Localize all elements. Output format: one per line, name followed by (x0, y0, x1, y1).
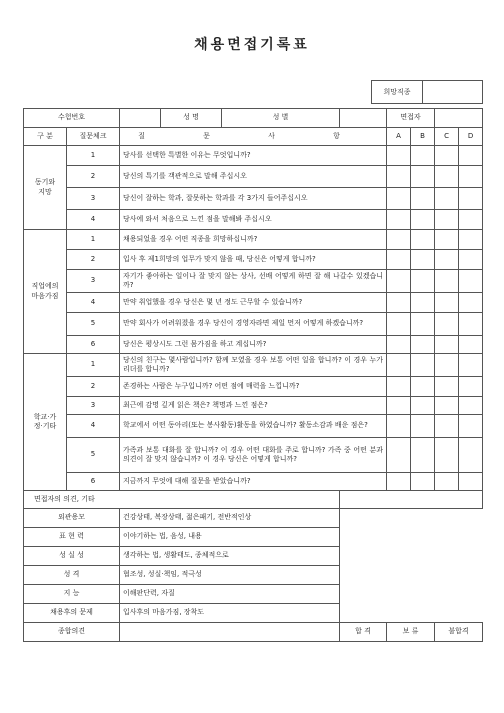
grade-cell[interactable] (459, 313, 483, 336)
grade-cell[interactable] (387, 415, 411, 438)
question-row (24, 397, 483, 415)
grade-cell[interactable] (387, 188, 411, 210)
grade-cell[interactable] (459, 354, 483, 377)
grade-cell[interactable] (411, 250, 435, 270)
evaluation-desc: 입사후의 마음가짐, 장착도 (120, 604, 340, 623)
question-number: 6 (67, 473, 120, 491)
question-row (24, 270, 483, 293)
grade-cell[interactable] (435, 230, 459, 250)
grade-cell[interactable] (387, 210, 411, 230)
grade-cell[interactable] (387, 354, 411, 377)
question-text: 지금까지 무엇에 대해 질문을 받았습니까? (120, 473, 387, 491)
evaluation-blank[interactable] (340, 528, 483, 547)
grade-cell[interactable] (435, 473, 459, 491)
name-label: 성 명 (160, 109, 222, 127)
gender-label: 성 별 (272, 113, 289, 122)
evaluation-blank[interactable] (340, 547, 483, 566)
grade-cell[interactable] (411, 377, 435, 397)
grade-cell[interactable] (459, 188, 483, 210)
evaluation-row (24, 604, 483, 623)
evaluation-blank[interactable] (340, 585, 483, 604)
grade-cell[interactable] (387, 250, 411, 270)
question-number: 3 (67, 397, 120, 415)
question-text: 최근에 감명 깊게 읽은 책은? 책명과 느낀 점은? (120, 397, 387, 415)
question-row (24, 473, 483, 491)
question-row (24, 188, 483, 210)
question-row (24, 354, 483, 377)
interview-record-table (23, 108, 483, 642)
gender-value[interactable] (340, 109, 387, 128)
question-text: 만약 취업했을 경우 당신은 몇 년 정도 근무할 수 있습니까? (120, 293, 387, 313)
evaluation-label: 표 현 력 (24, 528, 120, 547)
question-number: 6 (67, 336, 120, 354)
interviewer-value[interactable] (435, 109, 483, 128)
desired-job-label: 희망직종 (372, 81, 423, 103)
header-row (24, 109, 483, 128)
check-header: 질문체크 (67, 128, 120, 146)
question-number: 5 (67, 438, 120, 473)
grade-d-header: D (459, 128, 483, 146)
grade-cell[interactable] (435, 146, 459, 166)
grade-cell[interactable] (411, 397, 435, 415)
grade-cell[interactable] (411, 473, 435, 491)
question-text: 자기가 좋아하는 일이나 잘 맞지 않는 상사, 선배 어떻게 하면 잘 해 나갈수 있겠습니까? (120, 270, 387, 293)
grade-cell[interactable] (411, 188, 435, 210)
question-row (24, 377, 483, 397)
question-number: 3 (67, 270, 120, 293)
grade-cell[interactable] (411, 438, 435, 473)
grade-cell[interactable] (435, 397, 459, 415)
section-label: 직업에의 마음가짐 (24, 230, 67, 354)
question-number: 1 (67, 146, 120, 166)
question-text: 입사 후 제1희망의 업무가 맞지 않을 때, 당신은 어떻게 합니까? (120, 250, 387, 270)
grade-cell[interactable] (459, 230, 483, 250)
section-label: 학교·가 정·기타 (24, 354, 67, 491)
grade-cell[interactable] (435, 210, 459, 230)
grade-cell[interactable] (387, 230, 411, 250)
question-number: 5 (67, 313, 120, 336)
desired-job-box (371, 80, 483, 104)
grade-a-header: A (387, 128, 411, 146)
grade-cell[interactable] (387, 473, 411, 491)
column-header-row (24, 128, 483, 146)
summary-row (24, 623, 483, 642)
grade-cell[interactable] (459, 166, 483, 188)
grade-cell[interactable] (435, 188, 459, 210)
grade-cell[interactable] (435, 250, 459, 270)
grade-cell[interactable] (411, 270, 435, 293)
grade-cell[interactable] (459, 397, 483, 415)
grade-b-header: B (411, 128, 435, 146)
exam-number-value[interactable] (120, 109, 160, 127)
grade-cell[interactable] (459, 293, 483, 313)
question-row (24, 438, 483, 473)
exam-number-label: 수험번호 (24, 109, 120, 128)
question-row (24, 293, 483, 313)
opinion-blank[interactable] (340, 491, 483, 509)
grade-cell[interactable] (459, 336, 483, 354)
grade-cell[interactable] (459, 146, 483, 166)
evaluation-row (24, 585, 483, 604)
section-label: 동기와 지망 (24, 146, 67, 230)
question-number: 4 (67, 293, 120, 313)
opinion-title: 면접자의 의견, 기타 (24, 491, 340, 509)
grade-cell[interactable] (411, 166, 435, 188)
question-text: 당신은 평상시도 그런 몸가짐을 하고 계십니까? (120, 336, 387, 354)
grade-cell[interactable] (411, 293, 435, 313)
evaluation-desc: 생각하는 법, 생활태도, 종체적으로 (120, 547, 340, 566)
grade-cell[interactable] (459, 473, 483, 491)
grade-cell[interactable] (435, 415, 459, 438)
question-number: 2 (67, 250, 120, 270)
question-number: 3 (67, 188, 120, 210)
grade-cell[interactable] (435, 270, 459, 293)
grade-cell[interactable] (387, 397, 411, 415)
evaluation-row (24, 509, 483, 528)
grade-cell[interactable] (459, 377, 483, 397)
grade-cell[interactable] (411, 230, 435, 250)
grade-cell[interactable] (459, 250, 483, 270)
hold-option[interactable]: 보 류 (387, 623, 435, 642)
evaluation-row (24, 566, 483, 585)
grade-cell[interactable] (387, 377, 411, 397)
evaluation-desc: 건강상태, 복장상태, 젊은패기, 전반적인상 (120, 509, 340, 528)
grade-cell[interactable] (387, 438, 411, 473)
grade-cell[interactable] (459, 415, 483, 438)
evaluation-label: 채용후의 문제 (24, 604, 120, 623)
grade-cell[interactable] (435, 166, 459, 188)
evaluation-label: 성 실 성 (24, 547, 120, 566)
page-title: 채용면접기록표 (194, 37, 310, 53)
question-text: 가족과 보통 대화를 잘 합니까? 이 경우 어떤 대화를 주로 합니까? 가족 중 어떤 분과 의견이 잘 맞지 않습니까? 이 경우 당신은 어떻게 합니까? (120, 438, 387, 473)
question-text: 학교에서 어떤 동아리(또는 봉사활동)활동을 하였습니까? 활동소감과 배운 점은? (120, 415, 387, 438)
opinion-row (24, 491, 483, 509)
evaluation-desc: 이야기하는 법, 음성, 내용 (120, 528, 340, 547)
question-text: 채용되었을 경우 어떤 직종을 희망하십니까? (120, 230, 387, 250)
grade-cell[interactable] (435, 336, 459, 354)
question-number: 1 (67, 230, 120, 250)
question-text: 당신이 잘하는 학과, 잘못하는 학과를 각 3가지 들어주십시오 (120, 188, 387, 210)
grade-cell[interactable] (387, 336, 411, 354)
question-text: 당신의 특기를 객관적으로 말해 주십시오 (120, 166, 387, 188)
grade-cell[interactable] (435, 354, 459, 377)
grade-cell[interactable] (435, 313, 459, 336)
question-text: 당사에 와서 처음으로 느낀 점을 말해봐 주십시오 (120, 210, 387, 230)
evaluation-blank[interactable] (340, 566, 483, 585)
grade-cell[interactable] (411, 336, 435, 354)
question-row (24, 230, 483, 250)
question-number: 2 (67, 166, 120, 188)
pass-option[interactable]: 합 격 (340, 623, 387, 642)
grade-cell[interactable] (435, 438, 459, 473)
evaluation-row (24, 528, 483, 547)
grade-cell[interactable] (387, 293, 411, 313)
grade-cell[interactable] (411, 313, 435, 336)
grade-cell[interactable] (387, 313, 411, 336)
question-row (24, 166, 483, 188)
interviewer-label: 면접자 (387, 109, 435, 128)
question-number: 1 (67, 354, 120, 377)
fail-option[interactable]: 불합격 (435, 623, 483, 642)
grade-cell[interactable] (387, 166, 411, 188)
question-row (24, 415, 483, 438)
question-text: 당신의 친구는 몇사람입니까? 함께 모였을 경우 보통 어떤 일을 합니까? 이 경우 누가 리더를 합니까? (120, 354, 387, 377)
question-number: 2 (67, 377, 120, 397)
grade-cell[interactable] (411, 210, 435, 230)
question-text: 당사를 선택한 특별한 이유는 무엇입니까? (120, 146, 387, 166)
question-row (24, 210, 483, 230)
grade-cell[interactable] (387, 146, 411, 166)
grade-cell[interactable] (459, 270, 483, 293)
question-number: 4 (67, 415, 120, 438)
question-number: 4 (67, 210, 120, 230)
grade-cell[interactable] (435, 377, 459, 397)
summary-label: 종합의견 (24, 623, 120, 642)
grade-cell[interactable] (411, 415, 435, 438)
question-text: 만약 회사가 어려워졌을 경우 당신이 경영자라면 제일 먼저 어떻게 하겠습니까? (120, 313, 387, 336)
evaluation-desc: 협조성, 성실·책임, 적극성 (120, 566, 340, 585)
grade-cell[interactable] (459, 210, 483, 230)
evaluation-blank[interactable] (340, 509, 483, 528)
evaluation-desc: 이해판단력, 자질 (120, 585, 340, 604)
grade-cell[interactable] (411, 146, 435, 166)
evaluation-label: 지 능 (24, 585, 120, 604)
question-header: 질 문 사 항 (120, 128, 387, 146)
grade-cell[interactable] (387, 270, 411, 293)
category-header: 구 분 (24, 128, 67, 146)
question-row (24, 336, 483, 354)
question-row (24, 250, 483, 270)
grade-cell[interactable] (411, 354, 435, 377)
evaluation-label: 외관용모 (24, 509, 120, 528)
grade-cell[interactable] (435, 293, 459, 313)
grade-cell[interactable] (459, 438, 483, 473)
grade-c-header: C (435, 128, 459, 146)
evaluation-label: 성 격 (24, 566, 120, 585)
question-text: 존경하는 사람은 누구입니까? 어떤 점에 매력을 느낍니까? (120, 377, 387, 397)
evaluation-blank[interactable] (340, 604, 483, 623)
summary-blank[interactable] (120, 623, 340, 642)
desired-job-value[interactable] (423, 81, 482, 103)
question-row (24, 146, 483, 166)
evaluation-row (24, 547, 483, 566)
question-row (24, 313, 483, 336)
